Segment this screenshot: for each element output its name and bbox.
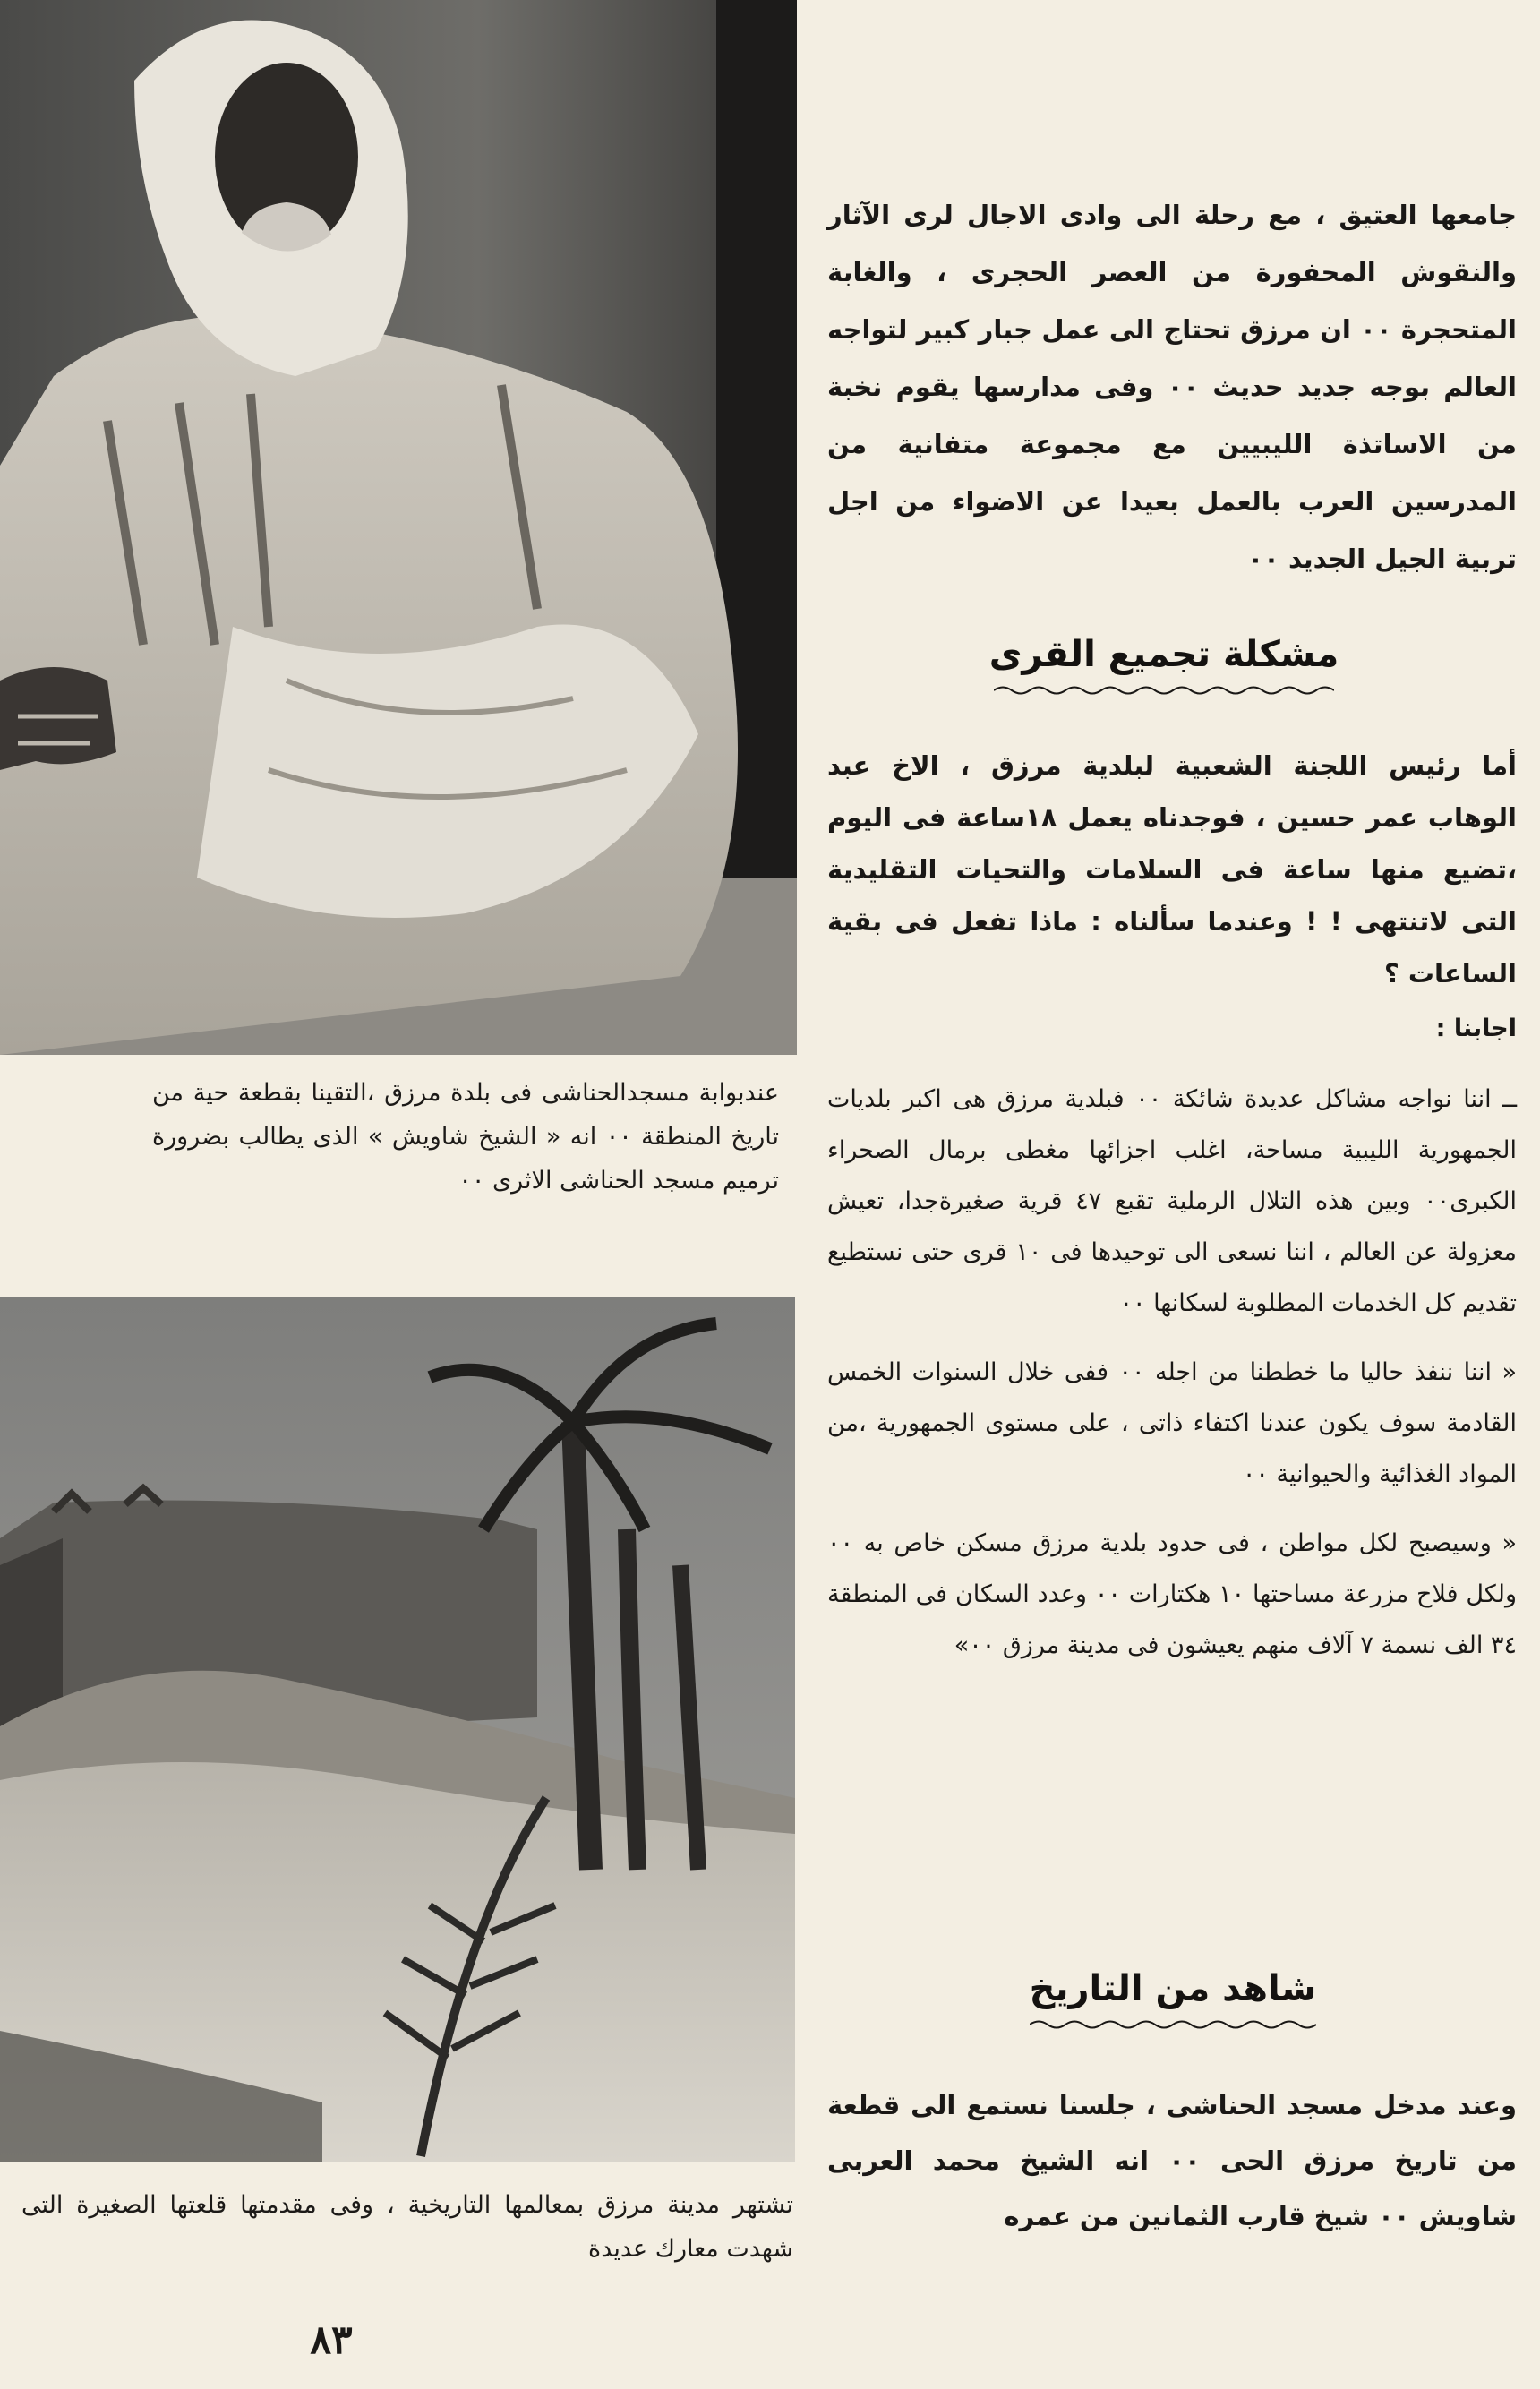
mayor-paragraph-block	[827, 740, 1517, 999]
history-paragraph: وعند مدخل مسجد الحناشى ، جلسنا نستمع الى قطعة من تاريخ مرزق الحى ٠٠ انه الشيخ محمد العربى شاويش ٠٠ شيخ قارب الثمانين من عمره	[827, 2090, 1517, 2231]
heading-villages-text: مشكلة تجميع القرى	[988, 634, 1339, 675]
murzuq-fort-image	[0, 1297, 795, 2162]
wavy-underline	[994, 682, 1334, 698]
answer-paragraph-3: « وسيصبح لكل مواطن ، فى حدود بلدية مرزق مسكن خاص به ٠٠ ولكل فلاح مزرعة مساحتها ١٠ هكتارات ٠٠ وعدد السكان فى المنطقة ٣٤ الف نسمة ٧ آلاف منهم يعيشون فى مدينة مرزق ٠٠»	[827, 1529, 1517, 1659]
section-heading-history	[1021, 1968, 1325, 2033]
page-number: ٨٣	[310, 2317, 353, 2363]
mayor-paragraph: أما رئيس اللجنة الشعبية لبلدية مرزق ، الاخ عبد الوهاب عمر حسين ، فوجدناه يعمل ١٨ساعة فى اليوم ،تضيع منها ساعة فى السلامات والتحيات التقليدية التى لاتنتهى ! ! وعندما سألناه : ماذا تفعل فى بقية الساعات ؟	[827, 750, 1517, 989]
heading-history-text: شاهد من التاريخ	[1029, 1968, 1317, 2009]
top-photo-caption	[152, 1071, 779, 1203]
top-caption-text: عندبوابة مسجدالحناشى فى بلدة مرزق ،التقينا بقطعة حية من تاريخ المنطقة ٠٠ انه « الشيخ شاويش » الذى يطالب بضرورة ترميم مسجد الحناشى الاثرى ٠٠	[152, 1079, 779, 1194]
sheikh-portrait-image	[0, 0, 797, 1055]
answer-lead: اجابنا :	[1435, 1015, 1517, 1042]
mayor-answer-block	[827, 1003, 1517, 1674]
intro-column	[827, 186, 1517, 587]
murzuq-fort-photo	[0, 1297, 795, 2162]
history-paragraph-block	[827, 2077, 1517, 2244]
intro-paragraph: جامعها العتيق ، مع رحلة الى وادى الاجال لرى الآثار والنقوش المحفورة من العصر الحجرى ، والغابة المتحجرة ٠٠ ان مرزق تحتاج الى عمل جبار كبير لتواجه العالم بوجه جديد حديث ٠٠ وفى مدارسها يقوم نخبة من الاساتذة الليبيين مع مجموعة متفانية من المدرسين العرب بالعمل بعيدا عن الاضواء من اجل تربية الجيل الجديد ٠٠	[827, 200, 1517, 574]
section-heading-villages	[985, 634, 1343, 698]
answer-paragraph-1: ــ اننا نواجه مشاكل عديدة شائكة ٠٠ فبلدية مرزق هى اكبر بلديات الجمهورية الليبية مساحة، اغلب اجزائها مغطى برمال الصحراء الكبرى٠٠ وبين هذه التلال الرملية تقبع ٤٧ قرية صغيرةجدا، تعيش معزولة عن العالم ، اننا نسعى الى توحيدها فى ١٠ قرى حتى نستطيع تقديم كل الخدمات المطلوبة لسكانها ٠٠	[827, 1085, 1518, 1317]
bottom-photo-caption	[21, 2183, 793, 2271]
answer-paragraph-2: « اننا ننفذ حاليا ما خططنا من اجله ٠٠ ففى خلال السنوات الخمس القادمة سوف يكون عندنا اكتفاء ذاتى ، على مستوى الجمهورية ،من المواد الغذائية والحيوانية ٠٠	[827, 1358, 1517, 1488]
bottom-caption-text: تشتهر مدينة مرزق بمعالمها التاريخية ، وفى مقدمتها قلعتها الصغيرة التى شهدت معارك عديدة	[21, 2191, 793, 2263]
wavy-underline-2	[1030, 2017, 1316, 2033]
sheikh-portrait-photo	[0, 0, 797, 1055]
